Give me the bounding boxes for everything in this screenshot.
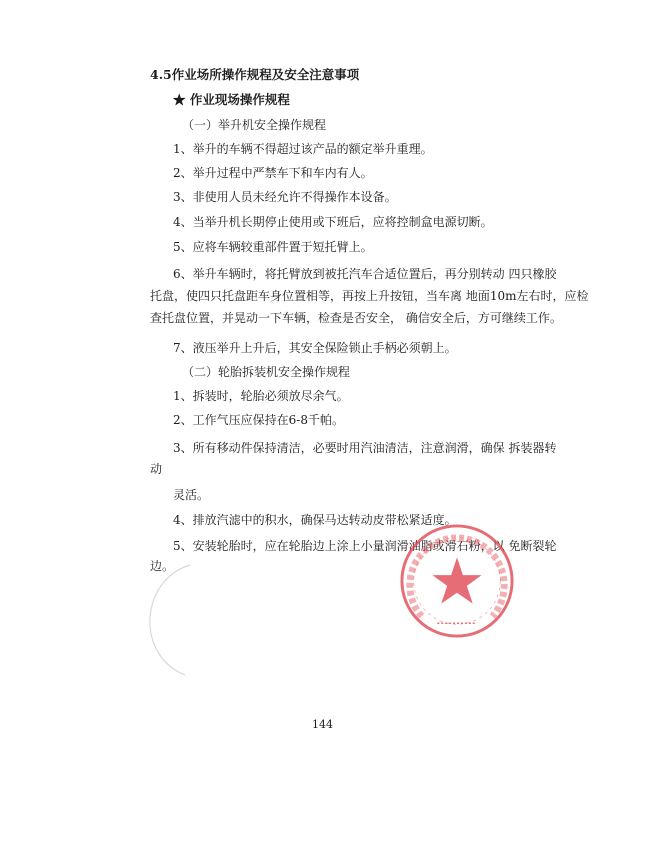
tire-rule-3-line-3: 灵活。 [173, 488, 210, 502]
tire-rule-2: 2、工作气压应保持在6-8千帕。 [173, 413, 344, 427]
page-number: 144 [312, 718, 333, 731]
tire-rule-1: 1、拆装时，轮胎必须放尽余气。 [173, 389, 349, 403]
subsection-tire-heading: （二）轮胎拆装机安全操作规程 [182, 365, 351, 379]
lift-rule-3: 3、非使用人员未经允许不得操作本设备。 [173, 190, 397, 204]
tire-rule-4: 4、排放汽滤中的积水，确保马达转动皮带松紧适度。 [173, 513, 457, 527]
tire-rule-5-line-1: 5、安装轮胎时，应在轮胎边上涂上小量润滑油脂或滑石粉，以 免断裂轮 [173, 539, 557, 553]
lift-rule-4: 4、当举升机长期停止使用或下班后，应将控制盒电源切断。 [173, 215, 493, 229]
tire-rule-5-line-2: 边。 [150, 559, 175, 573]
tire-rule-3-line-2: 动 [150, 462, 163, 476]
lift-rule-7: 7、液压举升上升后，其安全保险锁止手柄必须朝上。 [173, 341, 457, 355]
lift-rule-5: 5、应将车辆较重部件置于短托臂上。 [173, 240, 373, 254]
lift-rule-1: 1、举升的车辆不得超过该产品的额定举升重理。 [173, 142, 433, 156]
lift-rule-6-line-1: 6、举升车辆时，将托臂放到被托汽车合适位置后，再分别转动 四只橡胶 [173, 267, 557, 281]
company-seal-stamp [398, 522, 516, 640]
section-title: 4.5作业场所操作规程及安全注意事项 [150, 67, 360, 82]
lift-rule-6-line-3: 查托盘位置，并晃动一下车辆，检查是否安全， 确信安全后，方可继续工作。 [150, 311, 562, 325]
bleed-through-mark [130, 560, 200, 680]
tire-rule-3-line-1: 3、所有移动件保持清洁，必要时用汽油清洁，注意润滑，确保 拆装器转 [173, 441, 557, 455]
subsection-lift-heading: （一）举升机安全操作规程 [182, 118, 327, 132]
lift-rule-2: 2、举升过程中严禁车下和车内有人。 [173, 166, 373, 180]
star-heading: ★ 作业现场操作规程 [173, 92, 290, 107]
lift-rule-6-line-2: 托盘，使四只托盘距车身位置相等，再按上升按钮，当车离 地面10m左右时，应检 [150, 289, 589, 303]
